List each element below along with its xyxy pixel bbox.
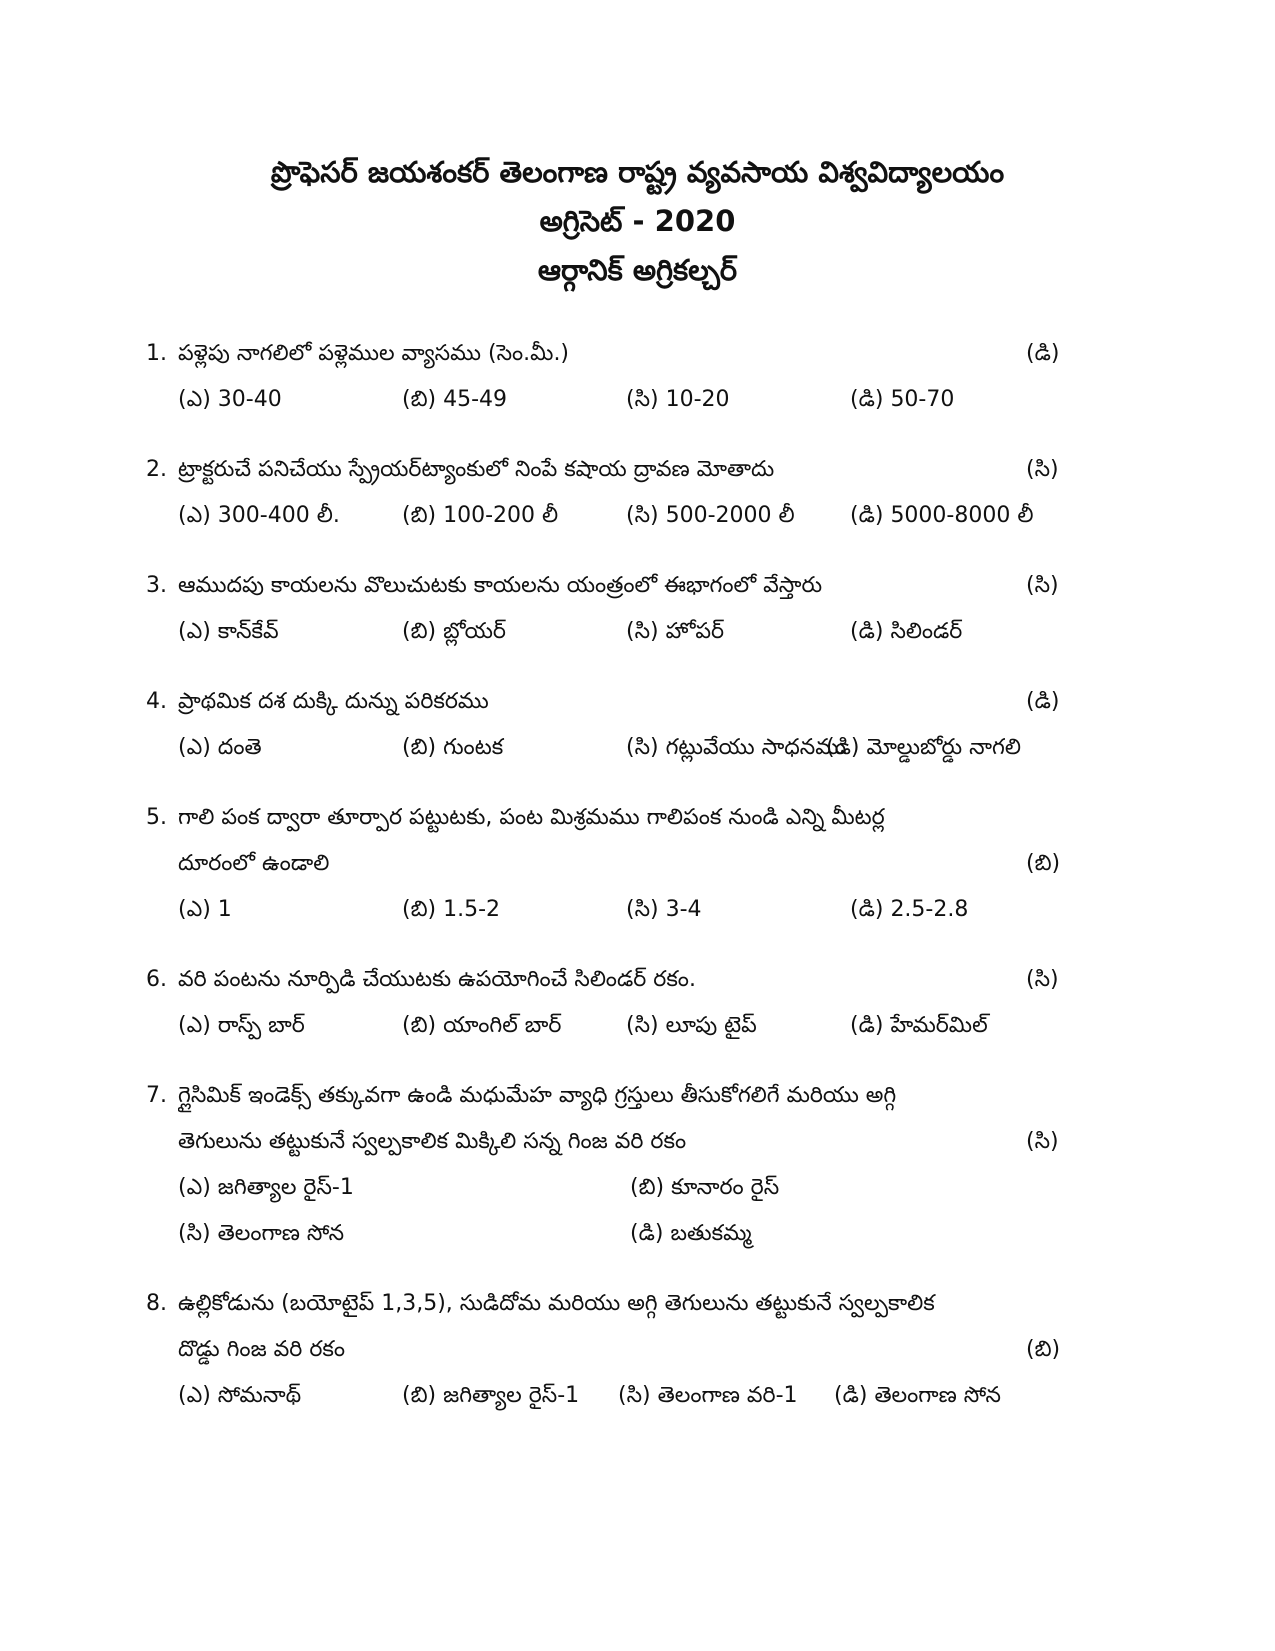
options-row [146,1003,1086,1049]
option-c: (సి) 10-20 [626,387,730,412]
question-number: 5. [146,805,167,830]
option-d: (డి) సిలిండర్ [850,619,963,644]
options-row [146,609,1086,655]
answer-key: (బి) [1026,1337,1061,1362]
option-b: (బి) 45-49 [402,387,508,412]
answer-key: (డి) [1026,689,1060,714]
option-c: (సి) లూపు టైప్ [626,1013,757,1038]
question-text: ఆముదపు కాయలను వొలుచుటకు కాయలను యంత్రంలో ఈభాగంలో వేస్తారు [178,573,823,598]
question-list [146,331,1086,1443]
question-4 [146,679,1086,771]
options-row [146,493,1086,539]
option-c: (సి) 3-4 [626,897,702,922]
option-a: (ఎ) దంతె [178,735,262,760]
question-6 [146,957,1086,1049]
option-d: (డి) మోల్డుబోర్డు నాగలి [826,735,1021,760]
question-number: 8. [146,1291,167,1316]
option-c: (సి) గట్లువేయు సాధనము [626,735,847,760]
question-number: 2. [146,457,167,482]
option-b: (బి) 100-200 లీ [402,503,559,528]
question-text: వరి పంటను నూర్పిడి చేయుటకు ఉపయోగించే సిలిండర్ రకం. [178,967,696,992]
question-number: 6. [146,967,167,992]
options-row [146,1165,1086,1211]
question-number: 1. [146,341,167,366]
option-d: (డి) 5000-8000 లీ [850,503,1034,528]
option-b: (బి) కూనారం రైస్ [630,1175,780,1200]
question-1 [146,331,1086,423]
answer-key: (డి) [1026,341,1060,366]
option-a: (ఎ) 1 [178,897,232,922]
question-text: ట్రాక్టరుచే పనిచేయు స్ప్రేయర్‌ట్యాంకులో నింపే కషాయ ద్రావణ మోతాదు [178,457,775,482]
option-b: (బి) బ్లోయర్ [402,619,506,644]
option-a: (ఎ) కాన్‌కేవ్ [178,619,279,644]
question-text-continued: తెగులును తట్టుకునే స్వల్పకాలిక మిక్కిలి సన్న గింజ వరి రకం [178,1129,687,1154]
question-text-continued: దూరంలో ఉండాలి [178,851,330,876]
answer-key: (సి) [1026,457,1059,482]
answer-key: (బి) [1026,851,1061,876]
option-b: (బి) జగిత్యాల రైస్-1 [402,1383,580,1408]
option-d: (డి) తెలంగాణ సోన [834,1383,1001,1408]
option-a: (ఎ) 30-40 [178,387,282,412]
options-row [146,1373,1086,1419]
option-b: (బి) 1.5-2 [402,897,501,922]
option-d: (డి) 50-70 [850,387,955,412]
answer-key: (సి) [1026,967,1059,992]
answer-key: (సి) [1026,1129,1059,1154]
question-text: ఉల్లికోడును (బయోటైప్ 1,3,5), సుడిదోమ మరియు అగ్గి తెగులును తట్టుకునే స్వల్పకాలిక [178,1291,935,1316]
option-d: (డి) హేమర్‌మిల్ [850,1013,988,1038]
question-text: ప్రాథమిక దశ దుక్కి దున్ను పరికరము [178,689,489,714]
question-number: 7. [146,1083,167,1108]
option-d: (డి) 2.5-2.8 [850,897,969,922]
option-a: (ఎ) 300-400 లీ. [178,503,340,528]
options-row [146,725,1086,771]
option-c: (సి) తెలంగాణ సోన [178,1221,345,1246]
question-8 [146,1281,1086,1419]
option-d: (డి) బతుకమ్మ [630,1221,752,1246]
question-text: పళ్లెపు నాగలిలో పళ్లెముల వ్యాసము (సెం.మీ.) [178,341,570,366]
question-5 [146,795,1086,933]
option-c: (సి) హోపర్ [626,619,725,644]
option-b: (బి) గుంటక [402,735,504,760]
options-row [146,377,1086,423]
exam-title: అగ్రిసెట్ - 2020 [539,204,736,238]
options-row [146,887,1086,933]
question-number: 3. [146,573,167,598]
question-text: గ్లైసిమిక్ ఇండెక్స్ తక్కువగా ఉండి మధుమేహ వ్యాధి గ్రస్తులు తీసుకోగలిగే మరియు అగ్గి [178,1083,897,1108]
question-text: గాలి పంక ద్వారా తూర్పార పట్టుటకు, పంట మిశ్రమము గాలిపంక నుండి ఎన్ని మీటర్ల [178,805,885,830]
option-a: (ఎ) జగిత్యాల రైస్-1 [178,1175,354,1200]
question-number: 4. [146,689,167,714]
university-title: ప్రొఫెసర్ జయశంకర్ తెలంగాణ రాష్ట్ర వ్యవసాయ విశ్వవిద్యాలయం [270,155,1005,189]
options-row [146,1211,1086,1257]
option-b: (బి) యాంగిల్ బార్ [402,1013,562,1038]
page-header [0,148,1275,295]
option-c: (సి) 500-2000 లీ [626,503,795,528]
option-a: (ఎ) సోమనాథ్ [178,1383,302,1408]
question-2 [146,447,1086,539]
option-a: (ఎ) రాస్ప్ బార్ [178,1013,305,1038]
question-7 [146,1073,1086,1257]
question-3 [146,563,1086,655]
option-c: (సి) తెలంగాణ వరి-1 [618,1383,798,1408]
answer-key: (సి) [1026,573,1059,598]
subject-title: ఆర్గానిక్ అగ్రికల్చర్ [537,253,738,287]
question-text-continued: దొడ్డు గింజ వరి రకం [178,1337,346,1362]
